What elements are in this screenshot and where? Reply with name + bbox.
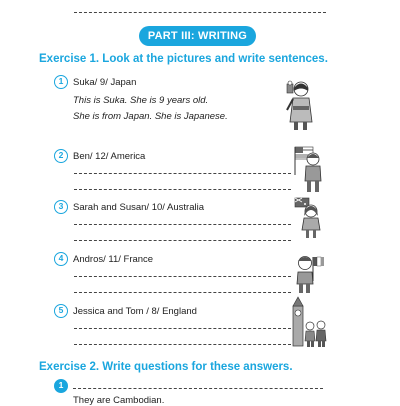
item-number-3: 3 (54, 200, 68, 214)
item-3-answer-line-1 (74, 224, 291, 225)
item-4-prompt: Andros/ 11/ France (73, 254, 154, 265)
item-1-answer-line-2: She is from Japan. She is Japanese. (73, 111, 228, 122)
item-3-answer-line-2 (74, 240, 291, 241)
top-answer-line (74, 12, 326, 13)
exercise-2-item-number-1: 1 (54, 379, 68, 393)
boy-with-american-flag-icon (293, 145, 327, 195)
item-5-answer-line-2 (74, 344, 291, 345)
girl-in-kimono-icon (283, 78, 317, 134)
exercise-2-title: Exercise 2. Write questions for these answers. (39, 361, 293, 373)
item-4-answer-line-1 (74, 276, 291, 277)
item-5-prompt: Jessica and Tom / 8/ England (73, 306, 197, 317)
item-number-4: 4 (54, 252, 68, 266)
item-number-1: 1 (54, 75, 68, 89)
boy-with-french-flag-icon (291, 251, 325, 295)
exercise-2-answer-1: They are Cambodian. (73, 395, 165, 406)
item-1-prompt: Suka/ 9/ Japan (73, 77, 137, 88)
item-2-answer-line-2 (74, 189, 291, 190)
item-2-answer-line-1 (74, 173, 291, 174)
item-number-5: 5 (54, 304, 68, 318)
children-at-big-ben-icon (289, 296, 329, 348)
girl-with-australian-flag-icon (293, 196, 325, 240)
part-title-banner: PART III: WRITING (139, 26, 256, 46)
item-2-prompt: Ben/ 12/ America (73, 151, 146, 162)
item-1-answer-line-1: This is Suka. She is 9 years old. (73, 95, 209, 106)
item-5-answer-line-1 (74, 328, 291, 329)
item-4-answer-line-2 (74, 292, 291, 293)
exercise-2-question-line-1 (73, 388, 323, 389)
item-3-prompt: Sarah and Susan/ 10/ Australia (73, 202, 204, 213)
item-number-2: 2 (54, 149, 68, 163)
exercise-1-title: Exercise 1. Look at the pictures and write sentences. (39, 53, 328, 65)
